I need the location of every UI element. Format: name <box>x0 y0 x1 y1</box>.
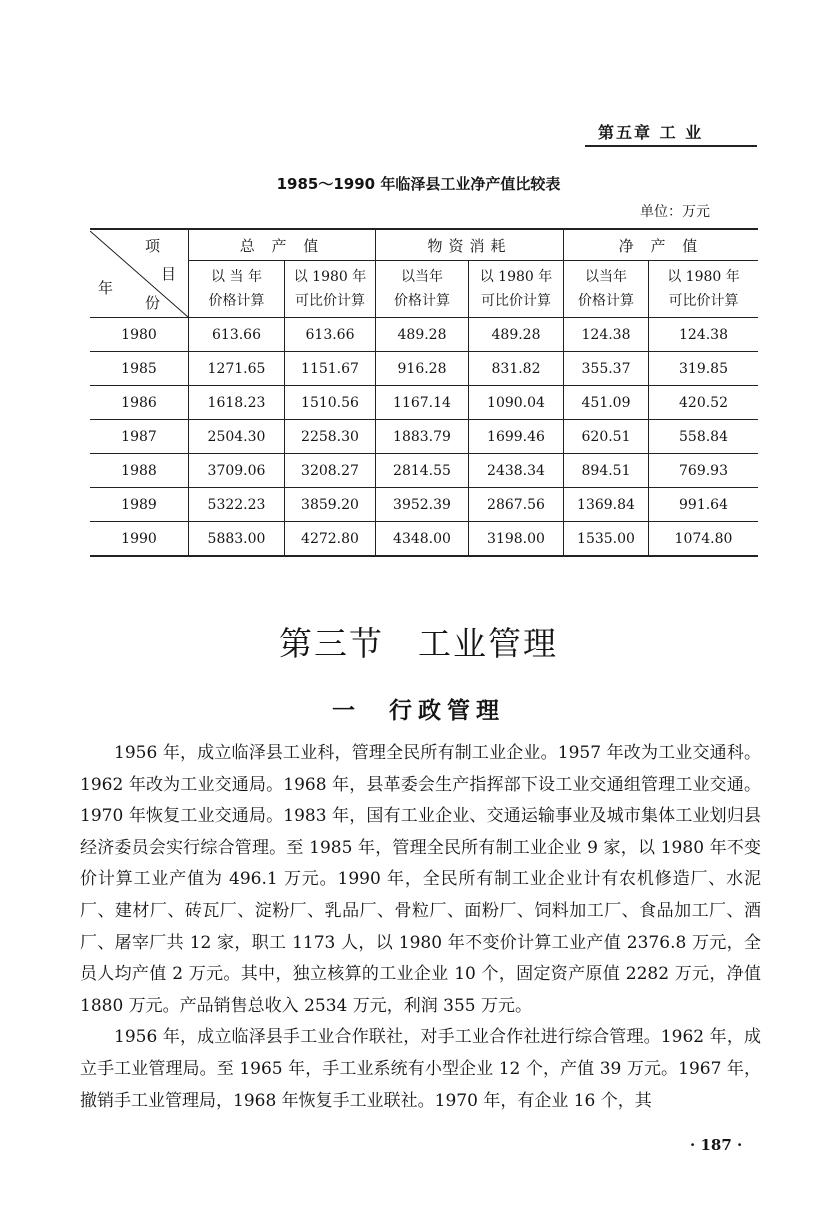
subheader-line: 可比价计算 <box>295 293 365 309</box>
value-cell: 1090.04 <box>469 386 564 420</box>
year-cell: 1987 <box>90 420 189 454</box>
value-cell: 489.28 <box>376 318 469 352</box>
corner-label-fen: 份 <box>144 293 166 312</box>
corner-label-year: 年 <box>98 278 120 297</box>
value-cell: 613.66 <box>189 318 285 352</box>
corner-label-mu: 目 <box>160 264 182 283</box>
value-cell: 916.28 <box>376 352 469 386</box>
subsection-title <box>0 692 837 725</box>
value-cell: 2258.30 <box>285 420 376 454</box>
value-cell: 124.38 <box>649 318 759 352</box>
table-row <box>90 454 758 488</box>
value-cell: 1510.56 <box>285 386 376 420</box>
value-cell: 558.84 <box>649 420 759 454</box>
chapter-header: 第五章 工 业 <box>598 123 704 142</box>
subheader-cell <box>564 261 649 318</box>
subheader-line: 以 当 年 <box>211 269 262 285</box>
table-row <box>90 488 758 522</box>
value-cell: 1618.23 <box>189 386 285 420</box>
subsection-name: 行政管理 <box>389 697 505 724</box>
corner-header-cell <box>90 229 189 318</box>
table-title <box>0 173 837 194</box>
group-header-material-consumption: 物资消耗 <box>376 229 564 261</box>
subheader-line: 以当年 <box>585 269 627 285</box>
subheader-line: 以 1980 年 <box>293 269 367 285</box>
table-row <box>90 352 758 386</box>
subheader-line: 价格计算 <box>208 293 265 309</box>
section-name: 工业管理 <box>418 624 558 663</box>
value-cell: 991.64 <box>649 488 759 522</box>
value-cell: 3208.27 <box>285 454 376 488</box>
table-header-row <box>90 229 758 261</box>
value-cell: 124.38 <box>564 318 649 352</box>
subheader-line: 以 1980 年 <box>667 269 740 285</box>
value-cell: 1167.14 <box>376 386 469 420</box>
group-header-gross-output: 总 产 值 <box>189 229 376 261</box>
value-cell: 451.09 <box>564 386 649 420</box>
value-cell: 5883.00 <box>189 522 285 557</box>
table-row <box>90 522 758 557</box>
paragraph: 1956 年，成立临泽县工业科，管理全民所有制工业企业。1957 年改为工业交通科。1962 年改为工业交通局。1968 年，县革委会生产指挥部下设工业交通组管理工业交通。1970 年恢复工业交通局。1983 年，国有工业企业、交通运输事业及城市集体工业划归县经济委员会实行综合管理。至 1985 年，管理全民所有制工业企业 9 家，以 1980 年不变价计算工业产值为 496.1 万元。1990 年，全民所有制工业企业计有农机修造厂、水泥厂、建材厂、砖瓦厂、淀粉厂、乳品厂、骨粒厂、面粉厂、饲料加工厂、食品加工厂、酒厂、屠宰厂共 12 家，职工 1173 人，以 1980 年不变价计算工业产值 2376.8 万元，全员人均产值 2 万元。其中，独立核算的工业企业 10 个，固定资产原值 2282 万元，净值 1880 万元。产品销售总收入 2534 万元，利润 355 万元。 <box>80 743 761 1016</box>
corner-label-item: 项 <box>144 236 166 255</box>
value-cell: 5322.23 <box>189 488 285 522</box>
table-unit: 单位：万元 <box>640 204 710 220</box>
table-row <box>90 386 758 420</box>
table-row <box>90 318 758 352</box>
subheader-line: 价格计算 <box>394 293 450 309</box>
table-subheader-row <box>90 261 758 318</box>
value-cell: 355.37 <box>564 352 649 386</box>
subheader-line: 可比价计算 <box>668 293 739 309</box>
value-cell: 769.93 <box>649 454 759 488</box>
value-cell: 2504.30 <box>189 420 285 454</box>
value-cell: 319.85 <box>649 352 759 386</box>
value-cell: 3709.06 <box>189 454 285 488</box>
subsection-number: 一 <box>332 697 361 724</box>
value-cell: 1151.67 <box>285 352 376 386</box>
value-cell: 1699.46 <box>469 420 564 454</box>
value-cell: 1369.84 <box>564 488 649 522</box>
year-cell: 1980 <box>90 318 189 352</box>
value-cell: 2814.55 <box>376 454 469 488</box>
subheader-line: 可比价计算 <box>481 293 551 309</box>
net-output-table <box>90 228 758 557</box>
table-title-text: 1985～1990 年临泽县工业净产值比较表 <box>276 175 561 193</box>
subheader-line: 以当年 <box>401 269 443 285</box>
paragraph: 1956 年，成立临泽县手工业合作联社，对手工业合作社进行综合管理。1962 年，成立手工业管理局。至 1965 年，手工业系统有小型企业 12 个，产值 39 万元。1967 年，撤销手工业管理局，1968 年恢复手工业联社。1970 年，有企业 16 个，其 <box>80 1027 761 1111</box>
subheader-line: 价格计算 <box>578 293 634 309</box>
value-cell: 1271.65 <box>189 352 285 386</box>
corner-diagonal <box>90 231 188 317</box>
value-cell: 4348.00 <box>376 522 469 557</box>
subheader-cell <box>649 261 759 318</box>
year-cell: 1988 <box>90 454 189 488</box>
value-cell: 2867.56 <box>469 488 564 522</box>
value-cell: 613.66 <box>285 318 376 352</box>
value-cell: 2438.34 <box>469 454 564 488</box>
value-cell: 489.28 <box>469 318 564 352</box>
section-title <box>0 618 837 665</box>
value-cell: 894.51 <box>564 454 649 488</box>
page-number: · 187 · <box>690 1136 743 1154</box>
year-cell: 1989 <box>90 488 189 522</box>
subheader-cell <box>189 261 285 318</box>
value-cell: 420.52 <box>649 386 759 420</box>
value-cell: 620.51 <box>564 420 649 454</box>
chapter-header-rule <box>585 145 757 147</box>
value-cell: 4272.80 <box>285 522 376 557</box>
subheader-cell <box>469 261 564 318</box>
value-cell: 3198.00 <box>469 522 564 557</box>
body-text <box>80 738 761 1117</box>
year-cell: 1985 <box>90 352 189 386</box>
value-cell: 3859.20 <box>285 488 376 522</box>
value-cell: 831.82 <box>469 352 564 386</box>
group-header-net-output: 净 产 值 <box>564 229 759 261</box>
subheader-line: 以 1980 年 <box>479 269 553 285</box>
value-cell: 1883.79 <box>376 420 469 454</box>
year-cell: 1986 <box>90 386 189 420</box>
subheader-cell <box>285 261 376 318</box>
value-cell: 1535.00 <box>564 522 649 557</box>
value-cell: 1074.80 <box>649 522 759 557</box>
subheader-cell <box>376 261 469 318</box>
table-row <box>90 420 758 454</box>
year-cell: 1990 <box>90 522 189 557</box>
section-number: 第三节 <box>279 624 384 663</box>
value-cell: 3952.39 <box>376 488 469 522</box>
